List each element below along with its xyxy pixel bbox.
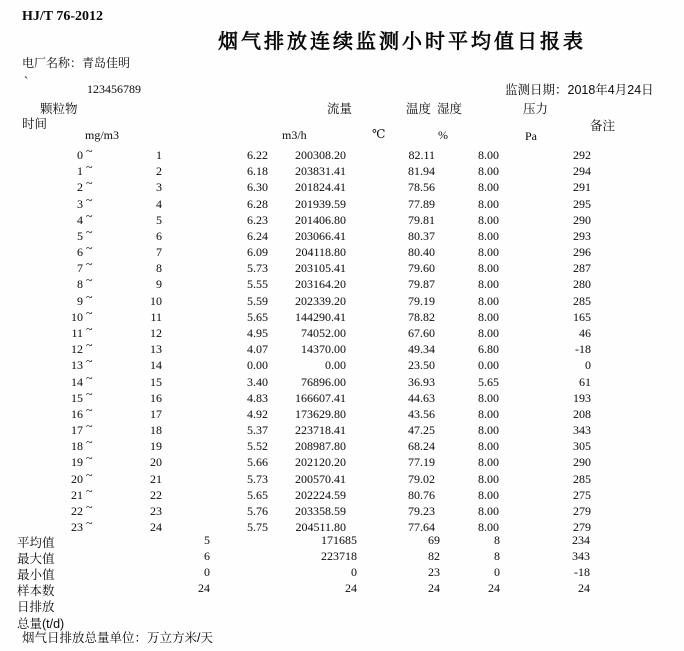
cell-hour-end: 16: [150, 390, 162, 405]
cell-hour-start: 2: [77, 180, 83, 195]
cell-humidity: 8.00: [478, 196, 499, 211]
cell-hour-start: 0: [77, 148, 83, 162]
table-row: [0, 273, 684, 293]
tilde-mark: ~: [86, 305, 93, 320]
cell-flow: 203831.41: [295, 164, 346, 179]
cell-temperature: 44.63: [408, 390, 435, 405]
table-row: [0, 192, 684, 213]
cell-pm: 5.73: [247, 471, 268, 486]
tilde-mark: ~: [86, 241, 93, 256]
cell-pressure: 61: [579, 374, 591, 389]
serial-number: 123456789: [87, 82, 141, 96]
cell-pm: 4.83: [247, 390, 268, 405]
tilde-mark: ~: [86, 483, 93, 498]
cell-pressure: 46: [579, 325, 591, 340]
cell-humidity: 0: [494, 565, 500, 580]
cell-flow: 202224.59: [295, 487, 346, 502]
cell-humidity: 8.00: [478, 164, 499, 179]
cell-hour-end: 13: [150, 342, 162, 357]
tilde-mark: ~: [86, 192, 93, 207]
cell-hour-end: 5: [156, 212, 162, 227]
cell-flow: 208987.80: [295, 439, 346, 454]
cell-temperature: 79.02: [408, 471, 435, 486]
cell-temperature: 80.40: [408, 245, 435, 260]
tilde-mark: ~: [86, 144, 93, 158]
tick-mark: `: [24, 74, 29, 89]
cell-pressure: 296: [573, 245, 591, 260]
cell-hour-end: 19: [150, 439, 162, 454]
cell-flow: 200570.41: [295, 471, 346, 486]
table-row: [0, 257, 684, 277]
cell-humidity: 8.00: [478, 277, 499, 292]
cell-flow: 203358.59: [295, 503, 346, 518]
cell-temperature: 69: [428, 533, 440, 547]
summary-row-label: 日排放: [17, 600, 55, 615]
cell-flow: 74052.00: [301, 325, 346, 340]
table-row: [0, 224, 684, 245]
summary-row-label: 平均值: [17, 536, 55, 550]
cell-flow: 203164.20: [295, 277, 346, 292]
cell-pressure: 305: [573, 439, 591, 454]
cell-humidity: 8.00: [478, 212, 499, 227]
cell-pm: 6.23: [247, 212, 268, 227]
cell-flow: 202339.20: [295, 293, 346, 308]
cell-pressure: 343: [573, 423, 591, 438]
cell-pressure: 0: [585, 358, 591, 373]
cell-pm: 6: [204, 549, 210, 564]
cell-pm: 6.24: [247, 228, 268, 243]
cell-flow: 144290.41: [295, 309, 346, 324]
cell-hour-start: 1: [77, 164, 83, 179]
cell-hour-end: 1: [156, 148, 162, 162]
cell-flow: 200308.20: [295, 148, 346, 162]
column-header-remark: 备注: [590, 119, 616, 133]
cell-humidity: 8.00: [478, 471, 499, 486]
cell-pm: 4.07: [247, 342, 268, 357]
cell-temperature: 80.76: [408, 487, 435, 502]
cell-pm: 5.65: [247, 487, 268, 502]
cell-pressure: 292: [573, 148, 591, 162]
cell-flow: 223718.41: [295, 423, 346, 438]
cell-flow: 0.00: [325, 358, 346, 373]
tilde-mark: ~: [86, 176, 93, 191]
cell-temperature: 80.37: [408, 228, 435, 243]
cell-humidity: 8.00: [478, 261, 499, 276]
cell-pressure: -18: [575, 342, 591, 357]
summary-row-label: 最大值: [17, 552, 55, 567]
tilde-mark: ~: [86, 289, 93, 304]
table-row: [0, 370, 684, 391]
cell-pm: 6.18: [247, 164, 268, 179]
cell-hour-end: 21: [150, 471, 162, 486]
cell-flow: 173629.80: [295, 406, 346, 421]
cell-pm: 6.22: [247, 148, 268, 162]
cell-hour-start: 19: [71, 455, 83, 470]
cell-temperature: 77.89: [408, 196, 435, 211]
cell-temperature: 68.24: [408, 439, 435, 454]
cell-flow: 24: [345, 581, 357, 596]
cell-hour-end: 18: [150, 423, 162, 438]
cell-pressure: 275: [573, 487, 591, 502]
tilde-mark: ~: [86, 354, 93, 369]
cell-flow: 76896.00: [301, 374, 346, 389]
cell-humidity: 8.00: [478, 406, 499, 421]
cell-flow: 0: [351, 565, 357, 580]
cell-humidity: 8.00: [478, 423, 499, 438]
cell-temperature: 24: [428, 581, 440, 596]
cell-pm: 5.73: [247, 261, 268, 276]
cell-humidity: 8.00: [478, 180, 499, 195]
cell-hour-end: 24: [150, 520, 162, 535]
summary-row: [0, 597, 684, 613]
cell-humidity: 8.00: [478, 503, 499, 518]
tilde-mark: ~: [86, 516, 93, 531]
summary-row-label: 总量(t/d): [17, 616, 65, 631]
cell-pm: 4.92: [247, 406, 268, 421]
cell-temperature: 79.23: [408, 503, 435, 518]
footer-note: 烟气日排放总量单位：万立方米/天: [22, 631, 213, 645]
cell-temperature: 49.34: [408, 342, 435, 357]
cell-hour-start: 13: [71, 358, 83, 373]
cell-temperature: 77.64: [408, 520, 435, 535]
cell-pressure: 279: [573, 503, 591, 518]
cell-temperature: 47.25: [408, 423, 435, 438]
cell-humidity: 8.00: [478, 293, 499, 308]
cell-hour-start: 4: [77, 212, 83, 227]
cell-humidity: 8.00: [478, 325, 499, 340]
cell-temperature: 79.87: [408, 277, 435, 292]
cell-humidity: 8.00: [478, 309, 499, 324]
cell-hour-end: 10: [150, 293, 162, 308]
cell-pm: 4.95: [247, 325, 268, 340]
cell-hour-start: 14: [71, 374, 83, 389]
cell-pm: 3.40: [247, 374, 268, 389]
cell-humidity: 8: [494, 549, 500, 564]
cell-pm: 6.30: [247, 180, 268, 195]
table-row: [0, 483, 684, 504]
cell-flow: 203105.41: [295, 261, 346, 276]
table-row: [0, 241, 684, 261]
cell-pm: 5.65: [247, 309, 268, 324]
cell-flow: 201939.59: [295, 196, 346, 211]
cell-humidity: 0.00: [478, 358, 499, 373]
cell-humidity: 6.80: [478, 342, 499, 357]
cell-flow: 203066.41: [295, 228, 346, 243]
summary-row: [0, 565, 684, 581]
cell-flow: 14370.00: [301, 342, 346, 357]
cell-hour-end: 6: [156, 228, 162, 243]
table-row: [0, 499, 684, 520]
cell-pm: 0: [204, 565, 210, 580]
cell-pressure: 280: [573, 277, 591, 292]
tilde-mark: ~: [86, 451, 93, 466]
tilde-mark: ~: [86, 257, 93, 272]
table-row: [0, 467, 684, 488]
cell-hour-end: 8: [156, 261, 162, 276]
cell-pressure: 285: [573, 293, 591, 308]
cell-hour-end: 14: [150, 358, 162, 373]
column-header-humidity: 湿度: [437, 102, 463, 116]
cell-hour-start: 22: [71, 503, 83, 518]
tilde-mark: ~: [86, 370, 93, 385]
cell-hour-end: 17: [150, 406, 162, 421]
tilde-mark: ~: [86, 338, 93, 353]
cell-pm: 5.75: [247, 520, 268, 535]
cell-pressure: 295: [573, 196, 591, 211]
table-row: [0, 160, 684, 180]
cell-hour-start: 16: [71, 406, 83, 421]
tilde-mark: ~: [86, 160, 93, 175]
cell-hour-end: 22: [150, 487, 162, 502]
tilde-mark: ~: [86, 402, 93, 417]
cell-hour-start: 6: [77, 245, 83, 260]
column-header-flow: 流量: [327, 102, 353, 116]
cell-hour-end: 20: [150, 455, 162, 470]
cell-hour-start: 8: [77, 277, 83, 292]
cell-pressure: 290: [573, 455, 591, 470]
cell-pm: 5: [204, 533, 210, 547]
cell-pm: 5.76: [247, 503, 268, 518]
cell-humidity: 8.00: [478, 245, 499, 260]
cell-humidity: 8.00: [478, 228, 499, 243]
cell-flow: 204511.80: [295, 520, 346, 535]
tilde-mark: ~: [86, 224, 93, 239]
monitor-date: 监测日期：2018年4月24日: [505, 83, 654, 97]
cell-hour-start: 9: [77, 293, 83, 308]
tilde-mark: ~: [86, 321, 93, 336]
cell-pm: 6.28: [247, 196, 268, 211]
cell-pm: 5.52: [247, 439, 268, 454]
summary-row: [0, 549, 684, 565]
table-row: [0, 321, 684, 342]
cell-temperature: 78.56: [408, 180, 435, 195]
cell-hour-start: 20: [71, 471, 83, 486]
cell-flow: 166607.41: [295, 390, 346, 405]
standard-code: HJ/T 76-2012: [22, 9, 104, 24]
cell-flow: 204118.80: [295, 245, 346, 260]
cell-pm: 5.55: [247, 277, 268, 292]
cell-hour-start: 23: [71, 520, 83, 535]
unit-humidity: %: [438, 128, 448, 142]
cell-pressure: 24: [578, 581, 590, 596]
tilde-mark: ~: [86, 273, 93, 288]
cell-hour-start: 11: [71, 325, 83, 340]
cell-hour-start: 17: [71, 423, 83, 438]
column-header-pm: 颗粒物: [40, 102, 78, 116]
cell-hour-start: 18: [71, 439, 83, 454]
cell-temperature: 23.50: [408, 358, 435, 373]
tilde-mark: ~: [86, 467, 93, 482]
table-row: [0, 386, 684, 407]
cell-humidity: 24: [488, 581, 500, 596]
cell-humidity: 8.00: [478, 455, 499, 470]
unit-pressure: Pa: [525, 129, 537, 143]
cell-temperature: 79.60: [408, 261, 435, 276]
cell-temperature: 23: [428, 565, 440, 580]
cell-hour-start: 21: [71, 487, 83, 502]
cell-pressure: 285: [573, 471, 591, 486]
cell-hour-start: 5: [77, 228, 83, 243]
cell-pressure: 208: [573, 406, 591, 421]
cell-humidity: 8.00: [478, 520, 499, 535]
cell-temperature: 79.81: [408, 212, 435, 227]
cell-pressure: -18: [574, 565, 590, 580]
cell-hour-end: 7: [156, 245, 162, 260]
cell-temperature: 77.19: [408, 455, 435, 470]
cell-temperature: 43.56: [408, 406, 435, 421]
cell-pressure: 293: [573, 228, 591, 243]
table-row: [0, 419, 684, 439]
cell-hour-end: 12: [150, 325, 162, 340]
cell-temperature: 81.94: [408, 164, 435, 179]
cell-hour-end: 11: [150, 309, 162, 324]
cell-pm: 0.00: [247, 358, 268, 373]
cell-temperature: 79.19: [408, 293, 435, 308]
cell-pm: 5.66: [247, 455, 268, 470]
table-row: [0, 176, 684, 196]
cell-hour-end: 3: [156, 180, 162, 195]
cell-flow: 171685: [321, 533, 357, 547]
cell-hour-end: 15: [150, 374, 162, 389]
cell-temperature: 82.11: [408, 148, 435, 162]
unit-flow: m3/h: [282, 128, 307, 142]
cell-hour-start: 12: [71, 342, 83, 357]
summary-row: [0, 581, 684, 597]
cell-humidity: 5.65: [478, 374, 499, 389]
cell-pressure: 279: [573, 520, 591, 535]
cell-hour-start: 10: [71, 309, 83, 324]
table-row: [0, 305, 684, 326]
cell-pm: 6.09: [247, 245, 268, 260]
unit-pm: mg/m3: [85, 128, 120, 142]
cell-humidity: 8.00: [478, 390, 499, 405]
cell-flow: 223718: [321, 549, 357, 564]
tilde-mark: ~: [86, 386, 93, 401]
summary-row-label: 最小值: [17, 568, 55, 583]
summary-row: [0, 533, 684, 549]
cell-flow: 201824.41: [295, 180, 346, 195]
table-row: [0, 208, 684, 229]
cell-pm: 5.37: [247, 423, 268, 438]
table-row: [0, 402, 684, 423]
plant-name-label: 电厂名称：青岛佳明: [22, 56, 131, 70]
cell-humidity: 8.00: [478, 439, 499, 454]
report-title: 烟气排放连续监测小时平均值日报表: [218, 31, 586, 53]
cell-hour-end: 4: [156, 196, 162, 211]
table-row: [0, 435, 684, 455]
cell-pressure: 165: [573, 309, 591, 324]
tilde-mark: ~: [86, 208, 93, 223]
cell-temperature: 82: [428, 549, 440, 564]
cell-hour-start: 3: [77, 196, 83, 211]
cell-humidity: 8: [494, 533, 500, 547]
cell-humidity: 8.00: [478, 487, 499, 502]
cell-temperature: 36.93: [408, 374, 435, 389]
cell-hour-end: 23: [150, 503, 162, 518]
cell-hour-start: 15: [71, 390, 83, 405]
cell-pm: 24: [198, 581, 210, 596]
cell-pressure: 287: [573, 261, 591, 276]
table-row: [0, 289, 684, 310]
cell-pressure: 291: [573, 180, 591, 195]
tilde-mark: ~: [86, 499, 93, 514]
cell-flow: 201406.80: [295, 212, 346, 227]
table-row: [0, 451, 684, 471]
tilde-mark: ~: [86, 435, 93, 450]
column-header-time: 时间: [22, 117, 48, 131]
cell-pressure: 290: [573, 212, 591, 227]
cell-temperature: 78.82: [408, 309, 435, 324]
cell-hour-start: 7: [77, 261, 83, 276]
column-header-temperature: 温度: [406, 102, 432, 116]
table-row: [0, 338, 684, 358]
cell-hour-end: 2: [156, 164, 162, 179]
summary-row-label: 样本数: [17, 584, 55, 599]
cell-pressure: 343: [572, 549, 590, 564]
cell-hour-end: 9: [156, 277, 162, 292]
cell-temperature: 67.60: [408, 325, 435, 340]
cell-pm: 5.59: [247, 293, 268, 308]
cell-pressure: 294: [573, 164, 591, 179]
tilde-mark: ~: [86, 419, 93, 434]
column-header-pressure: 压力: [523, 102, 549, 116]
table-row: [0, 144, 684, 164]
table-row: [0, 354, 684, 374]
cell-humidity: 8.00: [478, 148, 499, 162]
cell-pressure: 193: [573, 390, 591, 405]
cell-flow: 202120.20: [295, 455, 346, 470]
unit-temperature: ℃: [372, 127, 386, 141]
cell-pressure: 234: [572, 533, 590, 547]
